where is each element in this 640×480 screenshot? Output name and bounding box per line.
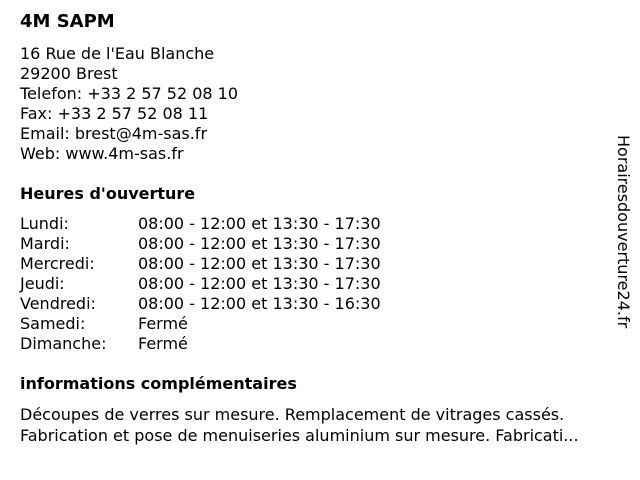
day-label: Vendredi: (20, 294, 96, 313)
contact-block (20, 44, 238, 164)
phone-number: Telefon: +33 2 57 52 08 10 (20, 84, 239, 103)
business-name: 4M SAPM (20, 11, 115, 32)
fax-number: Fax: +33 2 57 52 08 11 (20, 104, 209, 123)
time-range: Fermé (138, 334, 188, 353)
day-label: Lundi: (20, 214, 69, 233)
email-address: Email: brest@4m-sas.fr (20, 124, 208, 143)
time-range: 08:00 - 12:00 et 13:30 - 17:30 (138, 254, 381, 273)
opening-hours-heading: Heures d'ouverture (20, 184, 196, 203)
additional-info-text (20, 404, 632, 446)
city-postcode: 29200 Brest (20, 64, 118, 83)
time-range: 08:00 - 12:00 et 13:30 - 17:30 (138, 214, 381, 233)
day-label: Samedi: (20, 314, 86, 333)
website: Web: www.4m-sas.fr (20, 144, 184, 163)
day-label: Mardi: (20, 234, 70, 253)
time-range: 08:00 - 12:00 et 13:30 - 17:30 (138, 274, 381, 293)
day-label: Jeudi: (20, 274, 65, 293)
site-watermark: Horairesdouverture24.fr (614, 135, 633, 329)
time-range: Fermé (138, 314, 188, 333)
time-range: 08:00 - 12:00 et 13:30 - 16:30 (138, 294, 381, 313)
info-line: Fabrication et pose de menuiseries aluminium sur mesure. Fabricati... (20, 426, 579, 445)
day-label: Mercredi: (20, 254, 95, 273)
info-line: Découpes de verres sur mesure. Remplacement de vitrages cassés. (20, 405, 565, 424)
day-label: Dimanche: (20, 334, 107, 353)
time-range: 08:00 - 12:00 et 13:30 - 17:30 (138, 234, 381, 253)
street-address: 16 Rue de l'Eau Blanche (20, 44, 215, 63)
additional-info-heading: informations complémentaires (20, 374, 297, 393)
